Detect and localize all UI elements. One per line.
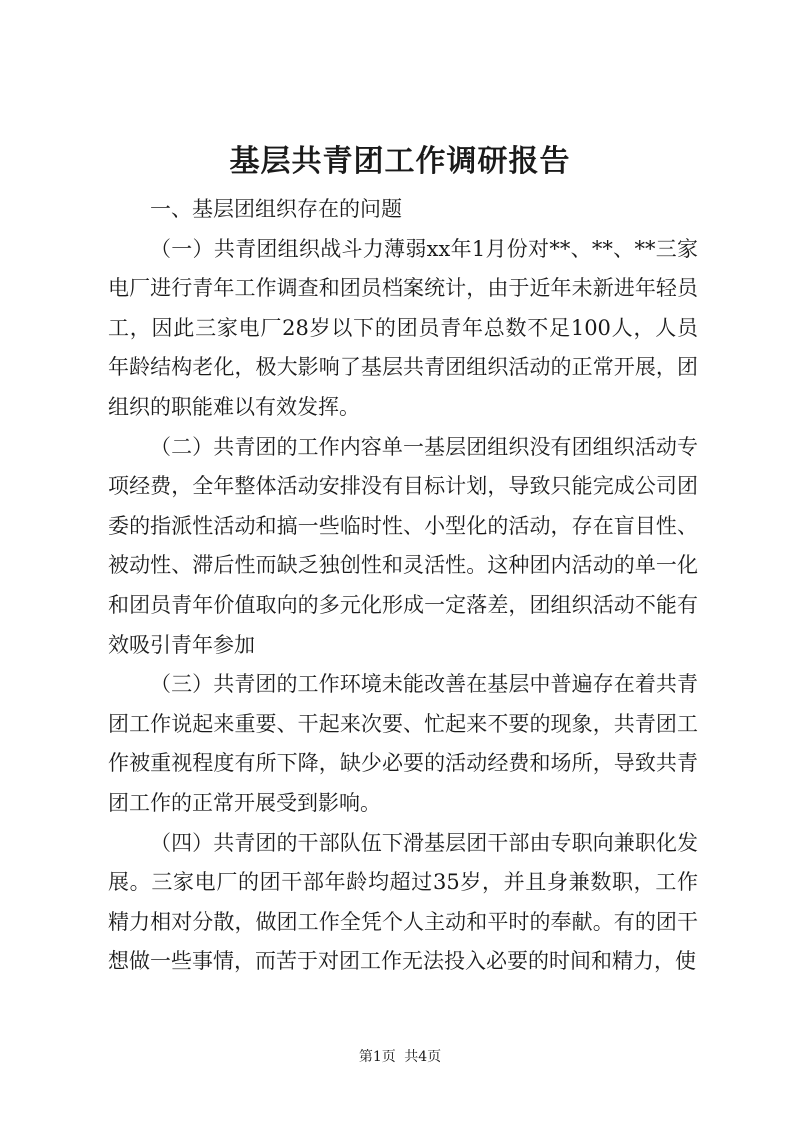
paragraph-2: （二）共青团的工作内容单一基层团组织没有团组织活动专项经费，全年整体活动安排没有目标计划，导致只能完成公司团委的指派性活动和搞一些临时性、小型化的活动，存在盲目性、被动性、滞后性而缺乏独创性和灵活性。这种团内活动的单一化和团员青年价值取向的多元化形成一定落差，团组织活动不能有效吸引青年参加 <box>108 434 698 657</box>
page-total: 共4页 <box>404 1049 442 1065</box>
document-title: 基层共青团工作调研报告 <box>229 144 571 179</box>
section-heading: 一、基层团组织存在的问题 <box>150 197 402 221</box>
paragraph-4: （四）共青团的干部队伍下滑基层团干部由专职向兼职化发展。三家电厂的团干部年龄均超过35岁，并且身兼数职，工作精力相对分散，做团工作全凭个人主动和平时的奉献。有的团干想做一些事情，而苦于对团工作无法投入必要的时间和精力，使 <box>108 830 698 974</box>
page-footer <box>0 1047 800 1067</box>
page-number: 第1页 <box>358 1049 396 1065</box>
paragraph-1: （一）共青团组织战斗力薄弱xx年1月份对**、**、**三家电厂进行青年工作调查和团员档案统计，由于近年未新进年轻员工，因此三家电厂28岁以下的团员青年总数不足100人，人员年龄结构老化，极大影响了基层共青团组织活动的正常开展，团组织的职能难以有效发挥。 <box>108 236 698 419</box>
paragraph-3: （三）共青团的工作环境未能改善在基层中普遍存在着共青团工作说起来重要、干起来次要、忙起来不要的现象，共青团工作被重视程度有所下降，缺少必要的活动经费和场所，导致共青团工作的正常开展受到影响。 <box>108 672 698 815</box>
document-body <box>108 190 698 982</box>
